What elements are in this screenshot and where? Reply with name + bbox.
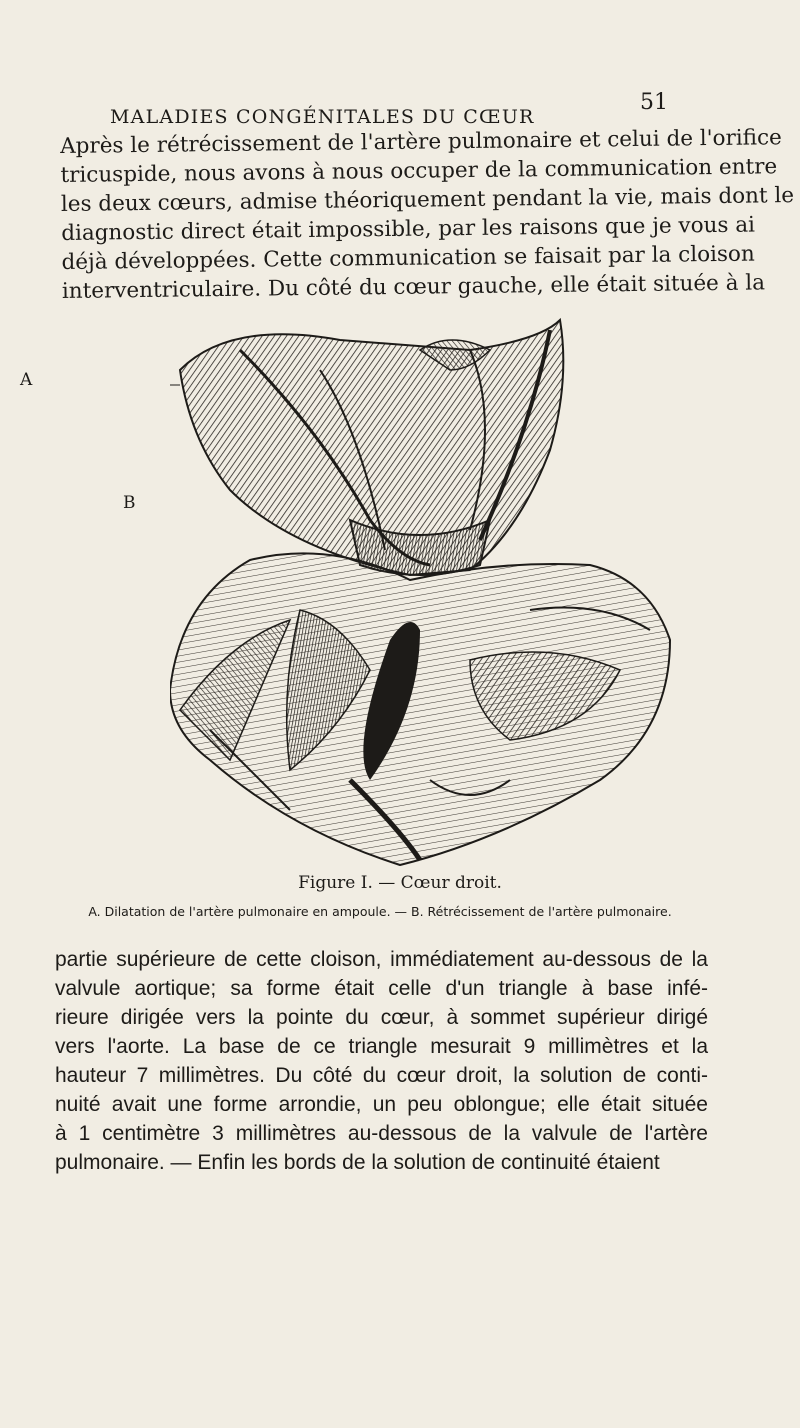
text-line: Après le rétrécissement de l'artère pulmonaire et celui de l'orifice bbox=[60, 125, 782, 159]
figure-label-a: A bbox=[20, 370, 33, 390]
text-line: déjà développées. Cette communication se faisait par la cloison bbox=[61, 241, 755, 275]
text-line: à 1 centimètre 3 millimètres au-dessous de la valvule de l'artère bbox=[55, 1122, 708, 1145]
text-line: vers l'aorte. La base de ce triangle mesurait 9 millimètres et la bbox=[55, 1035, 708, 1058]
running-head: MALADIES CONGÉNITALES DU CŒUR bbox=[110, 106, 535, 128]
figure-caption-title: Figure I. — Cœur droit. bbox=[298, 873, 502, 893]
paragraph-top bbox=[60, 124, 795, 306]
paragraph-bottom bbox=[55, 945, 708, 1177]
page-number: 51 bbox=[640, 90, 668, 115]
heart-engraving-illustration bbox=[170, 310, 680, 870]
figure-caption-body: A. Dilatation de l'artère pulmonaire en ampoule. — B. Rétrécissement de l'artère pulmonaire. bbox=[88, 904, 672, 919]
text-line: interventriculaire. Du côté du cœur gauche, elle était située à la bbox=[61, 270, 766, 304]
text-line: nuité avait une forme arrondie, un peu oblongue; elle était située bbox=[55, 1093, 708, 1116]
heart-engraving-figure bbox=[20, 310, 680, 870]
figure-label-b: B bbox=[123, 493, 136, 513]
text-line: diagnostic direct était impossible, par les raisons que je vous ai bbox=[61, 212, 756, 246]
text-line: tricuspide, nous avons à nous occuper de la communication entre bbox=[60, 154, 778, 188]
text-line: partie supérieure de cette cloison, immédiatement au-dessous de la bbox=[55, 948, 708, 971]
text-line: rieure dirigée vers la pointe du cœur, à sommet supérieur dirigé bbox=[55, 1006, 708, 1029]
text-line: pulmonaire. — Enfin les bords de la solution de continuité étaient bbox=[55, 1151, 660, 1174]
text-line: les deux cœurs, admise théoriquement pendant la vie, mais dont le bbox=[60, 183, 795, 217]
text-line: hauteur 7 millimètres. Du côté du cœur droit, la solution de conti- bbox=[55, 1064, 708, 1087]
text-line: valvule aortique; sa forme était celle d'un triangle à base infé- bbox=[55, 977, 708, 1000]
